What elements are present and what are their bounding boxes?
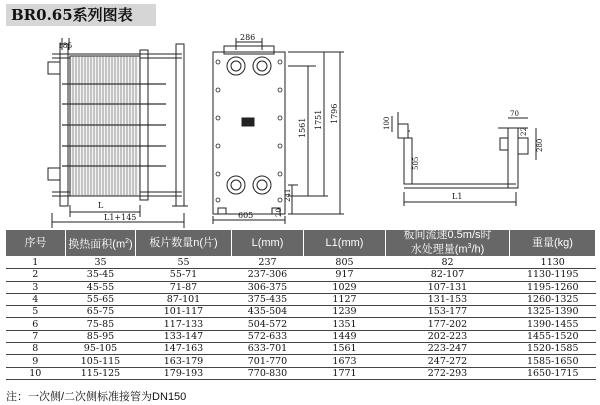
table-row xyxy=(6,367,596,379)
cell-l1: 1029 xyxy=(304,281,386,293)
dim-20: 20 xyxy=(275,208,283,217)
cell-flow: 82-107 xyxy=(386,269,510,281)
cell-flow: 153-177 xyxy=(386,306,510,318)
cell-weight: 1130 xyxy=(510,257,596,269)
cell-plates: 163-179 xyxy=(136,355,232,367)
cell-seq: 10 xyxy=(6,367,66,379)
cell-plates: 55 xyxy=(136,257,232,269)
dim-605: 605 xyxy=(238,211,254,220)
dim-1796: 1796 xyxy=(330,103,339,124)
cell-area: 45-55 xyxy=(66,281,136,293)
cell-flow: 202-223 xyxy=(386,330,510,342)
dim-70: 70 xyxy=(510,110,519,118)
header-flow: 板间流速0.5m/s时 水处理量$(m^3/h)$ xyxy=(386,230,510,257)
cell-l: 435-504 xyxy=(232,306,304,318)
cell-seq: 5 xyxy=(6,306,66,318)
dim-280: 280 xyxy=(536,138,544,152)
cell-seq: 1 xyxy=(6,257,66,269)
cell-plates: 101-117 xyxy=(136,306,232,318)
side-view xyxy=(48,38,188,228)
cell-seq: 9 xyxy=(6,355,66,367)
cell-l1: 917 xyxy=(304,269,386,281)
cell-l: 572-633 xyxy=(232,330,304,342)
base-detail-view xyxy=(383,110,544,206)
cell-seq: 2 xyxy=(6,269,66,281)
cell-l1: 1771 xyxy=(304,367,386,379)
dim-22: 22 xyxy=(520,127,528,136)
header-weight: 重量(kg) xyxy=(510,230,596,257)
cell-flow: 107-131 xyxy=(386,281,510,293)
table-row xyxy=(6,330,596,342)
drawing-title: BR0.65系列图表 xyxy=(6,4,156,26)
cell-l: 504-572 xyxy=(232,318,304,330)
dim-l1: L1 xyxy=(452,192,463,201)
cell-l1: 1561 xyxy=(304,343,386,355)
cell-l1: 1127 xyxy=(304,293,386,305)
cell-plates: 133-147 xyxy=(136,330,232,342)
table-row xyxy=(6,269,596,281)
spec-table xyxy=(5,229,596,380)
cell-l: 375-435 xyxy=(232,293,304,305)
cell-seq: 6 xyxy=(6,318,66,330)
technical-drawing xyxy=(0,28,600,228)
cell-l: 237 xyxy=(232,257,304,269)
cell-flow: 82 xyxy=(386,257,510,269)
cell-seq: 7 xyxy=(6,330,66,342)
cell-flow: 131-153 xyxy=(386,293,510,305)
cell-seq: 4 xyxy=(6,293,66,305)
cell-area: 55-65 xyxy=(66,293,136,305)
cell-l: 701-770 xyxy=(232,355,304,367)
table-header-row xyxy=(6,230,596,257)
cell-plates: 179-193 xyxy=(136,367,232,379)
cell-area: 35-45 xyxy=(66,269,136,281)
table-row xyxy=(6,293,596,305)
table-row xyxy=(6,306,596,318)
cell-l1: 1449 xyxy=(304,330,386,342)
cell-flow: 247-272 xyxy=(386,355,510,367)
cell-weight: 1130-1195 xyxy=(510,269,596,281)
cell-area: 65-75 xyxy=(66,306,136,318)
cell-l1: 1239 xyxy=(304,306,386,318)
cell-seq: 3 xyxy=(6,281,66,293)
dim-1561: 1561 xyxy=(298,117,307,138)
cell-seq: 8 xyxy=(6,343,66,355)
cell-area: 35 xyxy=(66,257,136,269)
dim-286: 286 xyxy=(240,33,256,42)
table-row xyxy=(6,355,596,367)
front-view xyxy=(213,33,344,224)
cell-weight: 1390-1455 xyxy=(510,318,596,330)
cell-area: 115-125 xyxy=(66,367,136,379)
cell-l: 633-701 xyxy=(232,343,304,355)
dim-185: 185 xyxy=(58,41,73,50)
header-l1: L1(mm) xyxy=(304,230,386,257)
header-plates: 板片数量n(片) xyxy=(136,230,232,257)
cell-plates: 87-101 xyxy=(136,293,232,305)
header-seq: 序号 xyxy=(6,230,66,257)
table-row xyxy=(6,343,596,355)
cell-l1: 1673 xyxy=(304,355,386,367)
cell-weight: 1585-1650 xyxy=(510,355,596,367)
header-area: 换热面积$(m^2)$ xyxy=(66,230,136,257)
dim-241: 241 xyxy=(284,188,292,202)
cell-weight: 1195-1260 xyxy=(510,281,596,293)
cell-l1: 1351 xyxy=(304,318,386,330)
cell-area: 95-105 xyxy=(66,343,136,355)
cell-flow: 177-202 xyxy=(386,318,510,330)
footnote: 注：一次侧/二次侧标准接管为DN150 xyxy=(6,391,187,403)
cell-weight: 1650-1715 xyxy=(510,367,596,379)
cell-flow: 223-247 xyxy=(386,343,510,355)
table-row xyxy=(6,318,596,330)
table-row xyxy=(6,257,596,269)
cell-plates: 55-71 xyxy=(136,269,232,281)
dim-l1-plus: L1+145 xyxy=(104,213,137,222)
cell-weight: 1520-1585 xyxy=(510,343,596,355)
cell-l: 770-830 xyxy=(232,367,304,379)
cell-l1: 805 xyxy=(304,257,386,269)
cell-area: 85-95 xyxy=(66,330,136,342)
dim-505: 505 xyxy=(412,156,420,170)
dim-1751: 1751 xyxy=(314,109,323,130)
cell-l: 306-375 xyxy=(232,281,304,293)
cell-l: 237-306 xyxy=(232,269,304,281)
cell-area: 75-85 xyxy=(66,318,136,330)
cell-weight: 1455-1520 xyxy=(510,330,596,342)
cell-plates: 147-163 xyxy=(136,343,232,355)
cell-flow: 272-293 xyxy=(386,367,510,379)
cell-plates: 117-133 xyxy=(136,318,232,330)
dim-l: L xyxy=(98,201,104,210)
header-l: L(mm) xyxy=(232,230,304,257)
cell-plates: 71-87 xyxy=(136,281,232,293)
cell-area: 105-115 xyxy=(66,355,136,367)
cell-weight: 1325-1390 xyxy=(510,306,596,318)
cell-weight: 1260-1325 xyxy=(510,293,596,305)
table-row xyxy=(6,281,596,293)
dim-100: 100 xyxy=(383,116,391,130)
